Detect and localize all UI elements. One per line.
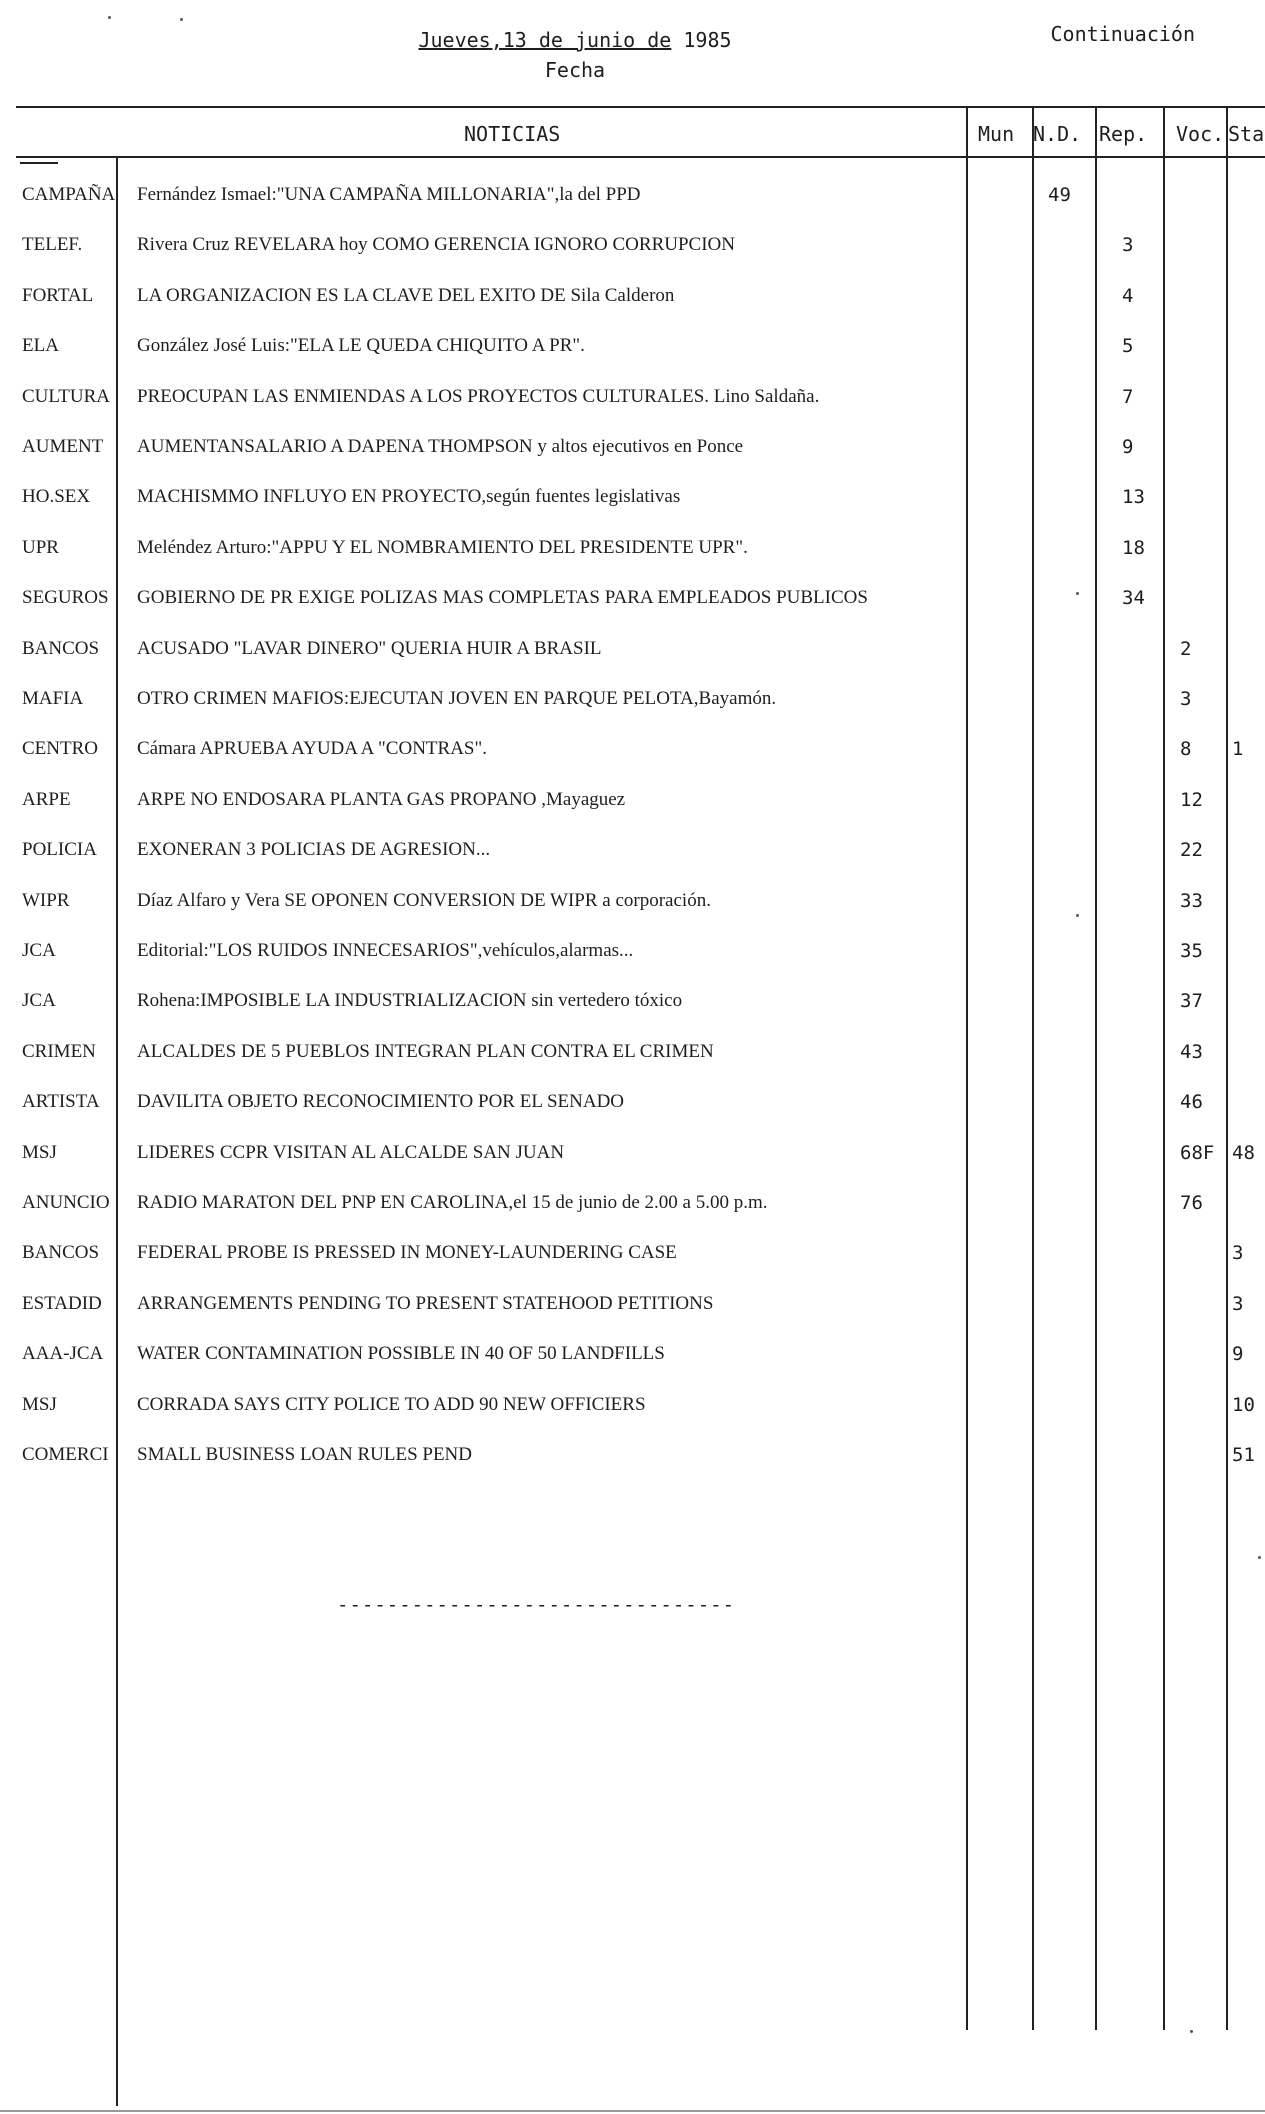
end-separator: -------------------------------- bbox=[337, 1594, 736, 1616]
row-voc-page: 12 bbox=[1180, 789, 1203, 811]
row-section-code: CRIMEN bbox=[22, 1041, 96, 1062]
row-voc-page: 35 bbox=[1180, 940, 1203, 962]
row-headline: ARPE NO ENDOSARA PLANTA GAS PROPANO ,Mayaguez bbox=[137, 789, 626, 810]
date-year: 1985 bbox=[683, 28, 732, 52]
row-voc-page: 8 bbox=[1180, 738, 1192, 760]
mun-column-left-divider bbox=[966, 106, 968, 2030]
scan-speck bbox=[1076, 914, 1079, 917]
sta-column-left-divider bbox=[1226, 106, 1228, 2030]
row-nd-page: 49 bbox=[1048, 184, 1071, 206]
row-voc-page: 2 bbox=[1180, 638, 1192, 660]
row-headline: ALCALDES DE 5 PUEBLOS INTEGRAN PLAN CONTRA EL CRIMEN bbox=[137, 1041, 714, 1062]
row-rep-page: 13 bbox=[1122, 486, 1145, 508]
row-section-code: ESTADID bbox=[22, 1293, 102, 1314]
continuation-label: Continuación bbox=[1050, 22, 1195, 46]
row-headline: RADIO MARATON DEL PNP EN CAROLINA,el 15 de junio de 2.00 a 5.00 p.m. bbox=[137, 1192, 768, 1213]
row-rep-page: 4 bbox=[1122, 285, 1134, 307]
row-headline: Meléndez Arturo:"APPU Y EL NOMBRAMIENTO DEL PRESIDENTE UPR". bbox=[137, 537, 748, 558]
row-section-code: ARPE bbox=[22, 789, 71, 810]
scan-speck bbox=[1190, 2030, 1193, 2033]
row-voc-page: 68F bbox=[1180, 1142, 1215, 1164]
row-headline: GOBIERNO DE PR EXIGE POLIZAS MAS COMPLETAS PARA EMPLEADOS PUBLICOS bbox=[137, 587, 868, 608]
row-headline: ARRANGEMENTS PENDING TO PRESENT STATEHOOD PETITIONS bbox=[137, 1293, 714, 1314]
row-voc-page: 33 bbox=[1180, 890, 1203, 912]
row-headline: LIDERES CCPR VISITAN AL ALCALDE SAN JUAN bbox=[137, 1142, 565, 1163]
row-sta-page: 3 bbox=[1232, 1293, 1244, 1315]
row-section-code: CENTRO bbox=[22, 738, 98, 759]
row-section-code: MAFIA bbox=[22, 688, 84, 709]
header-bottom-rule bbox=[16, 156, 1265, 158]
scan-speck bbox=[1076, 592, 1079, 595]
row-headline: Díaz Alfaro y Vera SE OPONEN CONVERSION DE WIPR a corporación. bbox=[137, 890, 711, 911]
row-section-code: AUMENT bbox=[22, 436, 104, 457]
row-rep-page: 3 bbox=[1122, 234, 1134, 256]
scan-speck bbox=[1258, 1556, 1261, 1559]
row-sta-page: 1 bbox=[1232, 738, 1244, 760]
row-section-code: MSJ bbox=[22, 1142, 57, 1163]
row-voc-page: 37 bbox=[1180, 990, 1203, 1012]
row-rep-page: 5 bbox=[1122, 335, 1134, 357]
row-headline: DAVILITA OBJETO RECONOCIMIENTO POR EL SENADO bbox=[137, 1091, 625, 1112]
row-section-code: UPR bbox=[22, 537, 59, 558]
column-header-mun: Mun bbox=[978, 122, 1015, 146]
row-headline: Rohena:IMPOSIBLE LA INDUSTRIALIZACION sin vertedero tóxico bbox=[137, 990, 683, 1011]
row-section-code: WIPR bbox=[22, 890, 70, 911]
row-voc-page: 3 bbox=[1180, 688, 1192, 710]
row-headline: SMALL BUSINESS LOAN RULES PEND bbox=[137, 1444, 472, 1465]
date-caption: Fecha bbox=[544, 58, 606, 82]
row-headline: WATER CONTAMINATION POSSIBLE IN 40 OF 50 LANDFILLS bbox=[137, 1343, 665, 1364]
date-text: Jueves,13 de junio de bbox=[418, 28, 672, 52]
row-sta-page: 9 bbox=[1232, 1343, 1244, 1365]
row-headline: CORRADA SAYS CITY POLICE TO ADD 90 NEW OFFICIERS bbox=[137, 1394, 646, 1415]
row-voc-page: 46 bbox=[1180, 1091, 1203, 1113]
row-headline: Rivera Cruz REVELARA hoy COMO GERENCIA IGNORO CORRUPCION bbox=[137, 234, 735, 255]
row-headline: PREOCUPAN LAS ENMIENDAS A LOS PROYECTOS CULTURALES. Lino Saldaña. bbox=[137, 386, 820, 407]
row-voc-page: 22 bbox=[1180, 839, 1203, 861]
row-section-code: POLICIA bbox=[22, 839, 97, 860]
scan-speck bbox=[180, 18, 183, 21]
row-headline: FEDERAL PROBE IS PRESSED IN MONEY-LAUNDERING CASE bbox=[137, 1242, 677, 1263]
code-column-tick bbox=[20, 162, 58, 164]
column-header-rep: Rep. bbox=[1099, 122, 1148, 146]
row-rep-page: 18 bbox=[1122, 537, 1145, 559]
row-section-code: MSJ bbox=[22, 1394, 57, 1415]
row-headline: González José Luis:"ELA LE QUEDA CHIQUITO A PR". bbox=[137, 335, 585, 356]
column-header-voc: Voc. bbox=[1176, 122, 1225, 146]
row-sta-page: 10 bbox=[1232, 1394, 1255, 1416]
row-rep-page: 7 bbox=[1122, 386, 1134, 408]
nd-column-left-divider bbox=[1032, 106, 1034, 2030]
row-headline: Editorial:"LOS RUIDOS INNECESARIOS",vehículos,alarmas... bbox=[137, 940, 634, 961]
row-headline: AUMENTANSALARIO A DAPENA THOMPSON y altos ejecutivos en Ponce bbox=[137, 436, 744, 457]
row-section-code: ANUNCIO bbox=[22, 1192, 110, 1213]
row-section-code: TELEF. bbox=[22, 234, 83, 255]
row-section-code: ARTISTA bbox=[22, 1091, 100, 1112]
rep-column-left-divider bbox=[1095, 106, 1097, 2030]
column-header-nd: N.D. bbox=[1033, 122, 1082, 146]
row-section-code: ELA bbox=[22, 335, 59, 356]
row-voc-page: 76 bbox=[1180, 1192, 1203, 1214]
row-headline: ACUSADO "LAVAR DINERO" QUERIA HUIR A BRASIL bbox=[137, 638, 602, 659]
row-sta-page: 48 bbox=[1232, 1142, 1255, 1164]
row-sta-page: 3 bbox=[1232, 1242, 1244, 1264]
row-rep-page: 34 bbox=[1122, 587, 1145, 609]
row-section-code: HO.SEX bbox=[22, 486, 91, 507]
table-top-rule bbox=[16, 106, 1265, 108]
row-headline: MACHISMMO INFLUYO EN PROYECTO,según fuentes legislativas bbox=[137, 486, 681, 507]
row-headline: Cámara APRUEBA AYUDA A "CONTRAS". bbox=[137, 738, 487, 759]
row-voc-page: 43 bbox=[1180, 1041, 1203, 1063]
row-section-code: COMERCI bbox=[22, 1444, 109, 1465]
row-section-code: AAA-JCA bbox=[22, 1343, 104, 1364]
row-sta-page: 51 bbox=[1232, 1444, 1255, 1466]
date-line bbox=[0, 28, 1150, 52]
code-column-divider bbox=[116, 156, 118, 2106]
scan-speck bbox=[108, 16, 111, 19]
row-headline: EXONERAN 3 POLICIAS DE AGRESION... bbox=[137, 839, 491, 860]
row-headline: OTRO CRIMEN MAFIOS:EJECUTAN JOVEN EN PARQUE PELOTA,Bayamón. bbox=[137, 688, 777, 709]
column-header-noticias: NOTICIAS bbox=[464, 122, 561, 146]
row-headline: LA ORGANIZACION ES LA CLAVE DEL EXITO DE Sila Calderon bbox=[137, 285, 675, 306]
row-section-code: CAMPAÑA bbox=[22, 184, 116, 205]
column-header-sta: Sta bbox=[1228, 122, 1265, 146]
page-bottom-rule bbox=[0, 2110, 1265, 2112]
row-section-code: BANCOS bbox=[22, 638, 100, 659]
row-section-code: CULTURA bbox=[22, 386, 110, 407]
voc-column-left-divider bbox=[1163, 106, 1165, 2030]
row-section-code: SEGUROS bbox=[22, 587, 109, 608]
row-section-code: JCA bbox=[22, 940, 56, 961]
row-section-code: FORTAL bbox=[22, 285, 94, 306]
row-section-code: JCA bbox=[22, 990, 56, 1011]
row-rep-page: 9 bbox=[1122, 436, 1134, 458]
row-section-code: BANCOS bbox=[22, 1242, 100, 1263]
row-headline: Fernández Ismael:"UNA CAMPAÑA MILLONARIA",la del PPD bbox=[137, 184, 641, 205]
